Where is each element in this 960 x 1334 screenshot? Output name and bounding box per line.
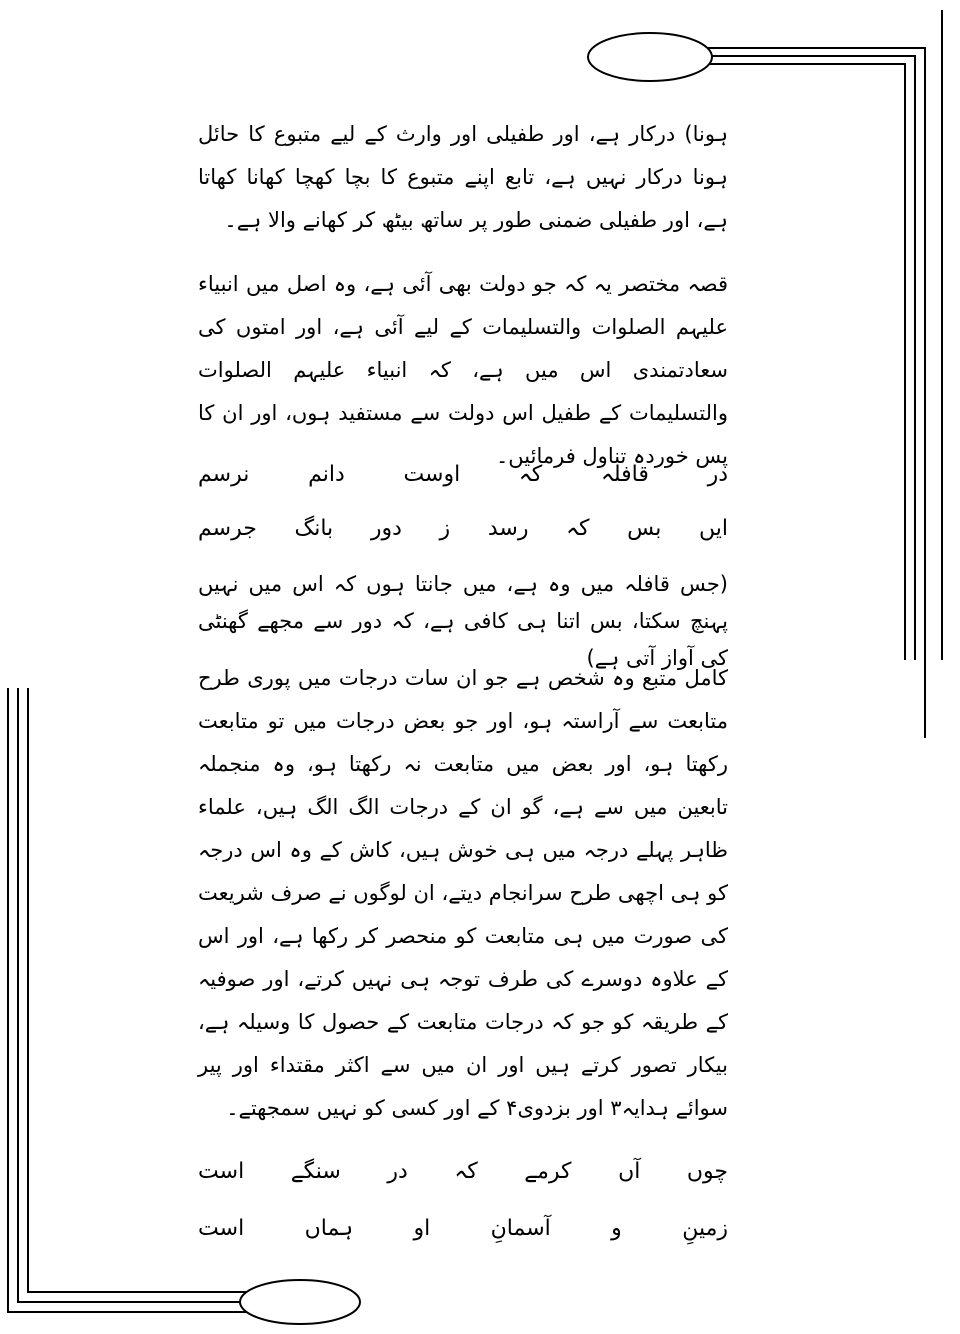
verse-line-3 [198,1145,728,1197]
verse-line-4 [198,1202,728,1254]
verse-word: و [611,1215,622,1241]
verse-word: قافلہ [600,461,649,487]
paragraph-2: قصہ مختصر یہ کہ جو دولت بھی آئی ہے، وہ اصل میں انبیاء علیہم الصلوات والتسلیمات کے لیے آئی ہے، اور امتوں کی سعادتمندی اس میں ہے، کہ انبیاء علیہم الصلوات والتسلیمات کے طفیل اس دولت سے مستفید ہوں، اور ان کا پس خوردہ تناول فرمائیں۔ [198,272,728,468]
verse-word: آں [618,1158,641,1184]
verse-line-2 [198,502,728,554]
verse-word: کہ [566,515,590,541]
paragraph-translation: (جس قافلہ میں وہ ہے، میں جانتا ہوں کہ اس میں نہیں پہنچ سکتا، بس اتنا ہی کافی ہے، کہ دور سے مجھے گھنٹی کی آواز آتی ہے) [198,572,728,670]
bottom-oval-ornament [240,1280,360,1324]
verse-word: سنگے [290,1158,341,1184]
verse-word: کہ [454,1158,478,1184]
verse-word: است [198,1215,245,1241]
verse-word: دور [370,515,402,541]
verse-word: اوست [403,461,461,487]
verse-word: آسمانِ [490,1215,551,1241]
verse-word: ہماں [304,1215,354,1241]
verse-word: کہ [518,461,543,487]
verse-word: در [707,461,728,487]
verse-word: ز [439,515,451,541]
verse-word: است [198,1158,245,1184]
verse-word: کرمے [524,1158,572,1184]
verse-word: رسد [487,515,529,541]
verse-word: چوں [686,1158,728,1184]
verse-word: بس [627,515,662,541]
verse-word: نرسم [198,461,250,487]
verse-word: زمینِ [682,1215,728,1241]
paragraph-3: کامل متبع وہ شخص ہے جو ان سات درجات میں پوری طرح متابعت سے آراستہ ہو، اور جو بعض درجات میں تو متابعت رکھتا ہو، اور بعض میں متابعت نہ رکھتا ہو، وہ منجملہ تابعین میں سے ہے، گو ان کے درجات الگ الگ ہیں، علماء ظاہر پہلے درجہ میں ہی خوش ہیں، کاش کے وہ اس درجہ کو ہی اچھی طرح سرانجام دیتے، ان لوگوں نے صرف شریعت کی صورت میں ہی متابعت کو منحصر کر رکھا ہے، اور اس کے علاوہ دوسرے کی طرف توجہ ہی نہیں کرتے، اور صوفیہ کے طریقہ کو جو کہ درجات متابعت کے حصول کا وسیلہ ہے، بیکار تصور کرتے ہیں اور ان میں سے اکثر مقتداء اور پیر سوائے ہدایہ۳ اور بزدوی۴ کے اور کسی کو نہیں سمجھتے۔ [198,666,728,1120]
paragraph-1: ہونا) درکار ہے، اور طفیلی اور وارث کے لیے متبوع کا حائل ہونا درکار نہیں ہے، تابع اپنے متبوع کا بچا کھچا کھانا کھاتا ہے، اور طفیلی ضمنی طور پر ساتھ بیٹھ کر کھانے والا ہے۔ [198,122,728,232]
verse-word: ایں [699,515,728,541]
top-oval-ornament [588,33,712,81]
verse-word: در [387,1158,408,1184]
verse-word: جرسم [198,515,257,541]
verse-line-1 [198,448,728,500]
verse-word: بانگ [294,515,334,541]
verse-word: دانم [308,461,345,487]
verse-word: او [413,1215,431,1241]
